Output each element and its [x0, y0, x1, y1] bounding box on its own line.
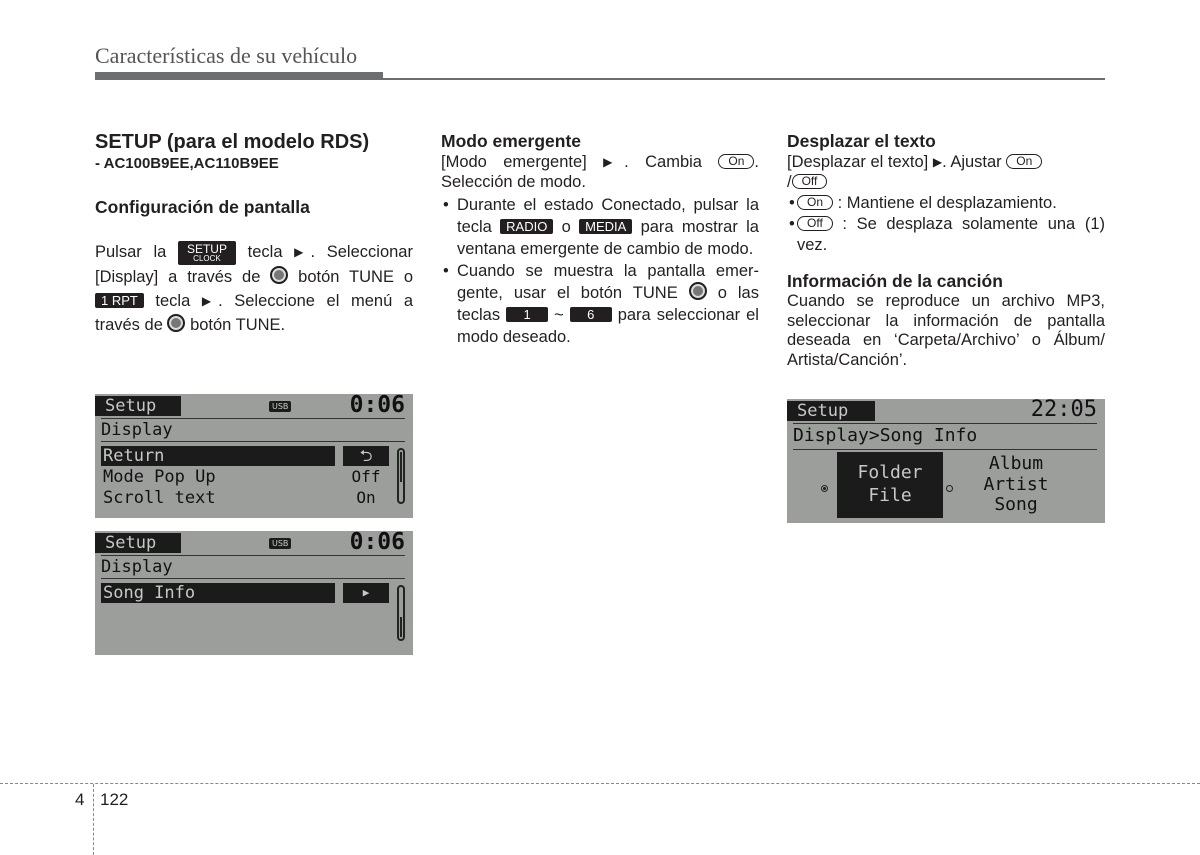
radio-selected-icon — [821, 485, 828, 492]
on-pill: On — [718, 154, 754, 169]
screen-subtitle: Display — [101, 557, 173, 577]
screen-divider — [101, 555, 405, 556]
arrow-right-icon: ▶ — [603, 155, 625, 169]
key-6: 6 — [570, 307, 612, 322]
screen-clock: 0:06 — [349, 529, 405, 555]
tune-knob-icon — [689, 282, 707, 300]
list-item: • Off : Se desplaza solamente una (1) vez. — [787, 214, 1105, 256]
menu-value: On — [356, 488, 376, 507]
radio-key: RADIO — [500, 219, 553, 234]
subsection-heading: Configuración de pantalla — [95, 197, 310, 217]
popup-bullets — [441, 194, 759, 348]
scroll-paragraph: [Desplazar el texto] ▶. Ajustar On / Off — [787, 152, 1105, 192]
scrollbar-icon — [397, 585, 405, 641]
section-heading: SETUP (para el modelo RDS) — [95, 131, 370, 153]
screen-divider — [101, 578, 405, 579]
column-scroll-text — [787, 130, 1105, 370]
screen-title: Setup — [95, 396, 181, 416]
menu-item-scroll-text: Scroll text — [103, 488, 216, 508]
radio-unselected-icon — [946, 485, 953, 492]
on-pill: On — [1006, 154, 1042, 169]
screen-subtitle: Display>Song Info — [793, 425, 978, 446]
page-header-title: Características de su vehículo — [95, 43, 358, 68]
header-rule-thick — [95, 72, 383, 80]
screen-title: Setup — [95, 533, 181, 553]
option-folder-file: Folder File — [837, 452, 943, 518]
menu-value: Off — [351, 467, 381, 486]
screen-divider — [101, 418, 405, 419]
setup-paragraph: Pulsar la SETUP CLOCK tecla ▶. Seleccionar [Display] a través de botón TUNE o 1 RPT tecla ▶. Seleccione el menú a través de botón TUNE. — [95, 242, 413, 334]
section-heading: Desplazar el texto — [787, 131, 936, 151]
screen-title: Setup — [787, 401, 875, 421]
off-pill: Off — [792, 174, 828, 189]
setup-clock-key: SETUP CLOCK — [178, 241, 236, 265]
section-heading: Información de la canción — [787, 271, 1003, 291]
display-screen-2 — [95, 531, 413, 655]
screen-divider — [101, 441, 405, 442]
on-pill: On — [797, 195, 833, 210]
section-heading: Modo emergente — [441, 131, 582, 151]
arrow-right-icon: ▶ — [932, 155, 943, 169]
usb-badge: USB — [269, 538, 291, 549]
display-screen-3 — [787, 399, 1105, 523]
usb-badge: USB — [269, 401, 291, 412]
list-item: • Cuando se muestra la pantalla emer-gente, usar el botón TUNE o las teclas 1 ~ 6 para seleccionar el modo deseado. — [441, 260, 759, 348]
media-key: MEDIA — [579, 219, 632, 234]
chapter-number: 4 — [75, 790, 85, 809]
song-info-paragraph: Cuando se reproduce un archivo MP3, seleccionar la información de pantalla deseada en ‘Carpeta/Archivo’ o Álbum/ Artista/Canción’. — [787, 292, 1105, 369]
menu-item-return: Return — [101, 446, 335, 466]
scrollbar-icon — [397, 448, 405, 504]
arrow-right-icon: ▶ — [201, 294, 219, 308]
menu-item-song-info: Song Info — [101, 583, 335, 603]
column-setup — [95, 130, 413, 337]
key-1: 1 — [506, 307, 548, 322]
arrow-right-icon: ▶ — [294, 245, 311, 259]
option-album-artist-song: Album Artist Song — [983, 453, 1049, 515]
header-rule-thin — [383, 78, 1105, 80]
screen-subtitle: Display — [101, 420, 173, 440]
tune-knob-icon — [270, 266, 288, 284]
scroll-bullets — [787, 193, 1105, 256]
model-codes: - AC100B9EE,AC110B9EE — [95, 155, 279, 172]
rpt-key: 1 RPT — [95, 293, 144, 308]
list-item: • On : Mantiene el desplazamiento. — [787, 193, 1105, 214]
column-popup-mode — [441, 130, 759, 348]
off-pill: Off — [797, 216, 833, 231]
page-number: 122 — [100, 790, 129, 809]
display-screen-1 — [95, 394, 413, 518]
screen-clock: 0:06 — [349, 392, 405, 418]
return-icon: ⮌ — [343, 446, 389, 466]
footer-vertical-divider — [93, 784, 94, 855]
screen-divider — [793, 423, 1097, 424]
popup-paragraph: [Modo emergente] ▶. Cambia On . Selección de modo. — [441, 153, 759, 191]
menu-item-mode-pop-up: Mode Pop Up — [103, 467, 216, 487]
tune-knob-icon — [167, 314, 185, 332]
screen-divider — [793, 449, 1097, 450]
list-item: • Durante el estado Conectado, pulsar la tecla RADIO o MEDIA para mostrar la ventana emergente de cambio de modo. — [441, 194, 759, 260]
footer-divider — [0, 783, 1200, 784]
arrow-right-icon: ▶ — [343, 583, 389, 603]
screen-clock: 22:05 — [1030, 397, 1097, 422]
